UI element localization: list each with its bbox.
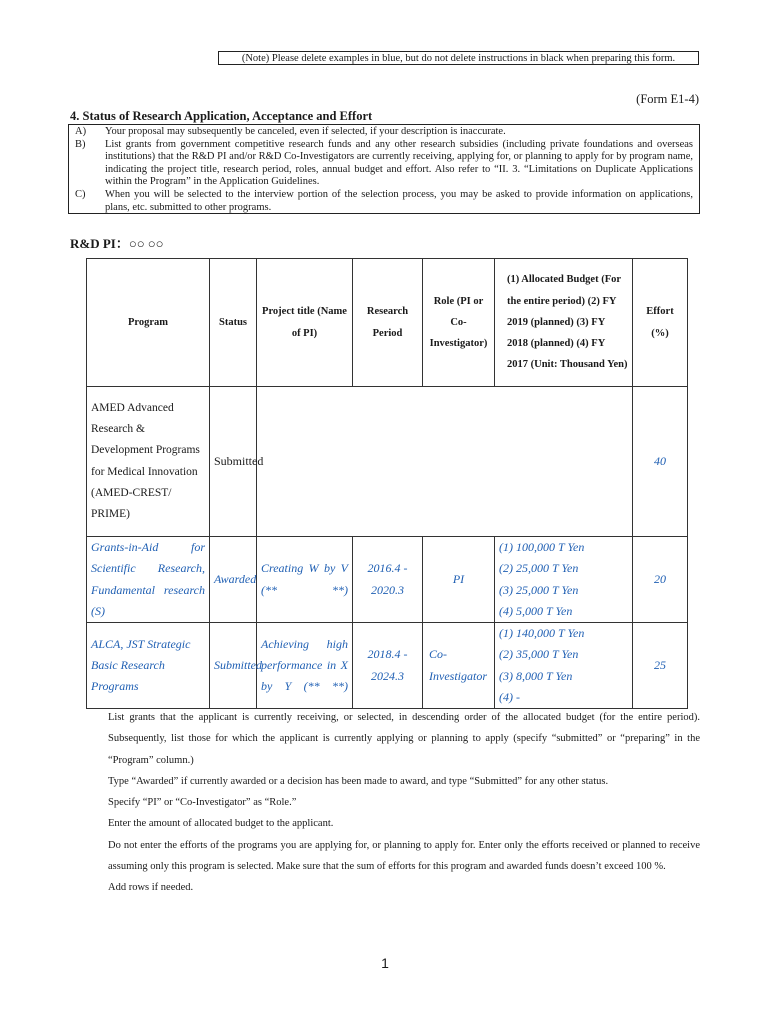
header-project-title: Project title (Name of PI) <box>257 259 353 387</box>
budget-line: (2) 35,000 T Yen <box>499 647 579 662</box>
note-bullet-icon <box>84 771 108 792</box>
note-item <box>84 813 700 834</box>
cell-research-period[interactable]: 2018.4 - 2024.3 <box>353 623 423 709</box>
instruction-label: B) <box>75 138 86 150</box>
header-role: Role (PI or Co-Investigator) <box>423 259 495 387</box>
cell-program[interactable]: ALCA, JST Strategic Basic Research Programs <box>87 623 210 709</box>
instruction-text: List grants from government competitive research funds and any other research subsidies (including private foundations and overseas institutions) that the R&D PI and/or R&D Co-Investigators are currently receiving, applying for, or planning to apply for by program name, indicating the project title, research period, roles, annual budget and effort. Also refer to “II. 3. “Limitations on Duplicate Applications within the Program” in the Application Guidelines. <box>105 138 693 188</box>
table-header-row <box>87 259 688 387</box>
instruction-text: When you will be selected to the interview portion of the selection process, you may be asked to provide information on applications, plans, etc. submitted to other programs. <box>105 188 693 213</box>
header-effort: Effort (%) <box>633 259 688 387</box>
note-text: Type “Awarded” if currently awarded or a decision has been made to award, and type “Submitted” for any other status. <box>108 775 609 787</box>
budget-line: (3) 8,000 T Yen <box>499 668 573 683</box>
page-number: 1 <box>381 955 389 971</box>
note-text: Add rows if needed. <box>108 882 194 894</box>
budget-line: (1) 140,000 T Yen <box>499 626 585 641</box>
header-program: Program <box>87 259 210 387</box>
cell-effort[interactable]: 25 <box>633 623 688 709</box>
delete-examples-note: (Note) Please delete examples in blue, but do not delete instructions in black when preparing this form. <box>218 51 699 65</box>
cell-empty[interactable] <box>257 387 633 537</box>
section-title: 4. Status of Research Application, Acceptance and Effort <box>70 109 373 123</box>
cell-role[interactable]: PI <box>423 537 495 623</box>
note-bullet-icon <box>84 877 108 898</box>
instruction-a <box>75 126 693 139</box>
instruction-label: C) <box>75 188 86 200</box>
cell-program[interactable]: AMED Advanced Research & Development Programs for Medical Innovation (AMED-CREST/ PRIME) <box>87 387 210 537</box>
cell-program[interactable]: Grants-in-Aid for Scientific Research, Fundamental research (S) <box>87 537 210 623</box>
header-budget: (1) Allocated Budget (For the entire period) (2) FY 2019 (planned) (3) FY 2018 (planned) (4) FY 2017 (Unit: Thousand Yen) <box>495 259 633 387</box>
note-text: List grants that the applicant is currently receiving, or selected, in descending order of the allocated budget (for the entire period). Subsequently, list those for which the applicant is currently applying or planning to apply (specify “submitted” or “preparing” in the “Program” column.) <box>108 712 700 766</box>
table-row <box>87 623 688 709</box>
instruction-c <box>75 189 693 214</box>
table-row <box>87 387 688 537</box>
budget-line: (3) 25,000 T Yen <box>499 582 579 597</box>
note-bullet-icon <box>84 792 108 813</box>
note-text: Enter the amount of allocated budget to the applicant. <box>108 818 334 830</box>
note-item <box>84 835 700 878</box>
grants-table <box>86 258 688 709</box>
header-research-period: Research Period <box>353 259 423 387</box>
budget-line: (4) - <box>499 690 520 705</box>
cell-budget[interactable] <box>495 623 633 709</box>
cell-status[interactable]: Submitted <box>210 623 257 709</box>
note-item <box>84 877 700 898</box>
note-bullet-icon <box>84 813 108 834</box>
note-item <box>84 771 700 792</box>
note-text: Specify “PI” or “Co-Investigator” as “Role.” <box>108 797 297 809</box>
table-row <box>87 537 688 623</box>
cell-research-period[interactable]: 2016.4 - 2020.3 <box>353 537 423 623</box>
cell-status[interactable]: Submitted <box>210 387 257 537</box>
form-number: (Form E1-4) <box>636 92 699 106</box>
cell-status[interactable]: Awarded <box>210 537 257 623</box>
budget-line: (4) 5,000 T Yen <box>499 603 573 618</box>
note-bullet-icon <box>84 835 108 878</box>
instruction-text: Your proposal may subsequently be canceled, even if selected, if your description is inaccurate. <box>105 126 506 137</box>
cell-project-title[interactable]: Creating W by V (** **) <box>257 537 353 623</box>
cell-role[interactable]: Co-Investigator <box>423 623 495 709</box>
note-item <box>84 707 700 771</box>
cell-effort[interactable]: 40 <box>633 387 688 537</box>
instruction-label: A) <box>75 126 87 137</box>
instructions-box <box>68 124 700 214</box>
cell-project-title[interactable]: Achieving high performance in X by Y (** **) <box>257 623 353 709</box>
pi-name-line: R&D PI：○○ ○○ <box>70 236 164 251</box>
note-bullet-icon <box>84 707 108 771</box>
instruction-b <box>75 139 693 189</box>
cell-effort[interactable]: 20 <box>633 537 688 623</box>
budget-line: (1) 100,000 T Yen <box>499 540 585 554</box>
note-item <box>84 792 700 813</box>
notes-list <box>84 707 700 899</box>
cell-budget[interactable] <box>495 537 633 623</box>
header-status: Status <box>210 259 257 387</box>
note-text: Do not enter the efforts of the programs you are applying for, or planning to apply for. Enter only the efforts received or planned to receive assuming only this program is selected. Make sure that the sum of efforts for this program and awarded funds doesn’t exceed 100 %. <box>108 839 700 873</box>
budget-line: (2) 25,000 T Yen <box>499 561 579 576</box>
